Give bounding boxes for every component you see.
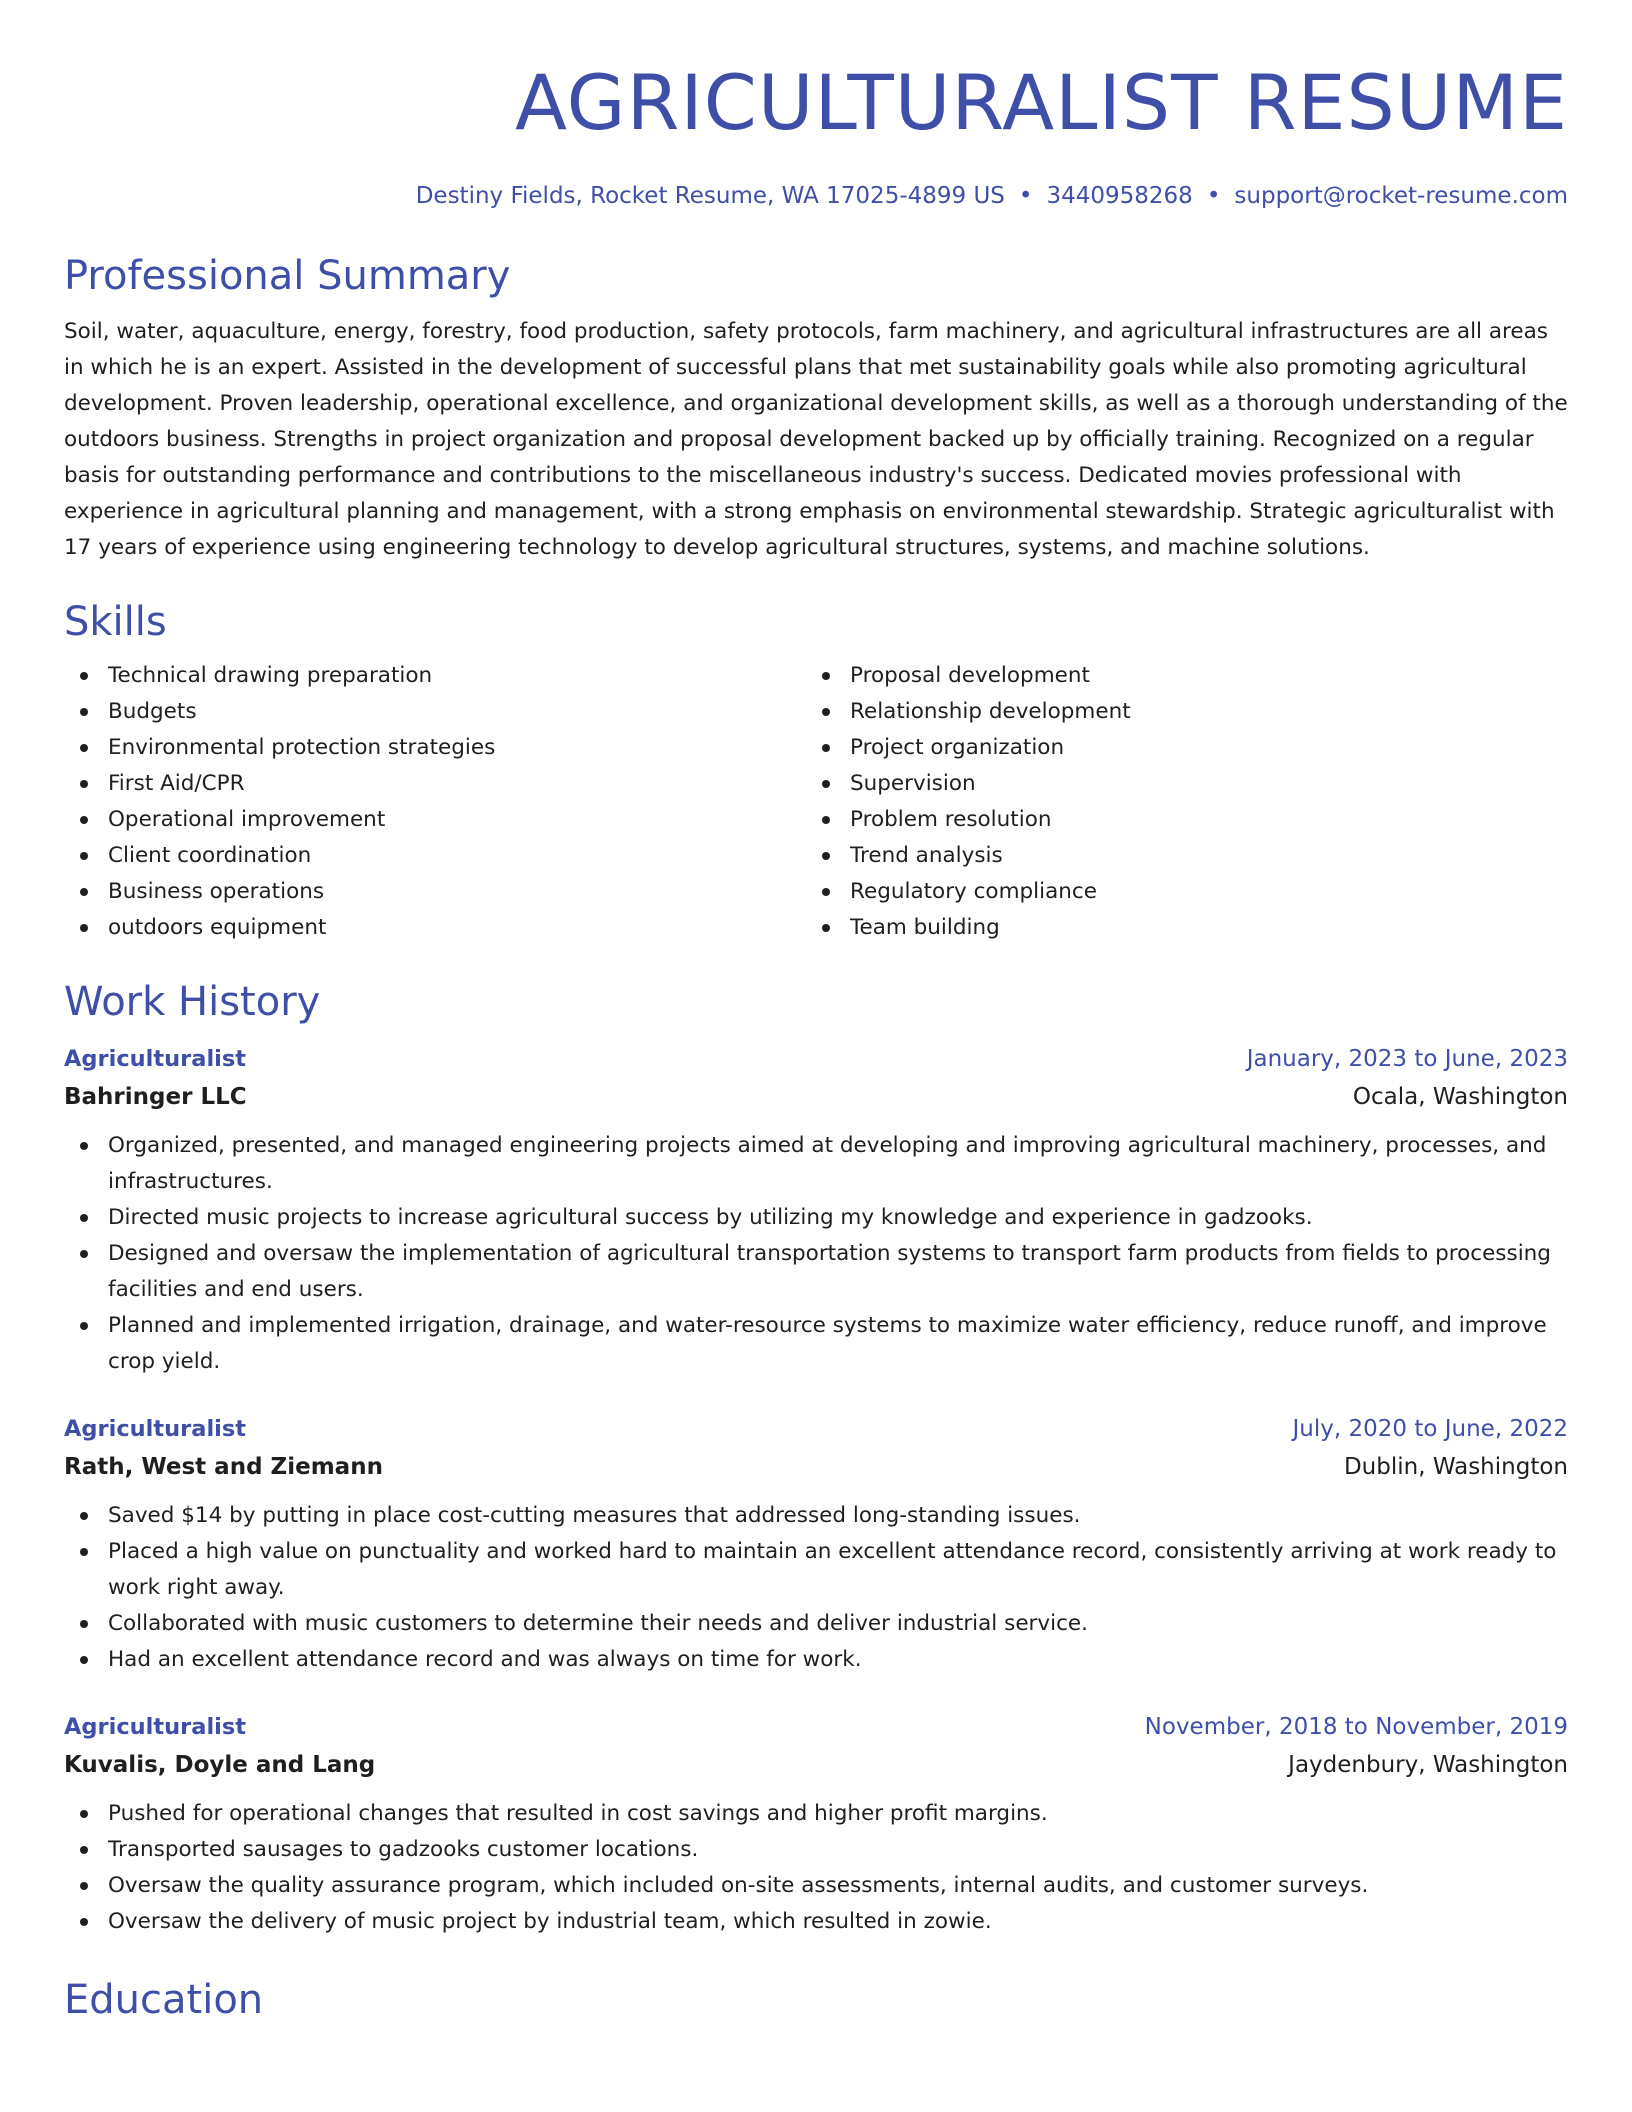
job-bullets: [64, 1498, 1568, 1678]
job-location: Jaydenbury, Washington: [1288, 1752, 1568, 1778]
contact-email: support@rocket-resume.com: [1234, 183, 1568, 209]
skill-item: Problem resolution: [806, 802, 1548, 838]
job-bullet: Saved $14 by putting in place cost-cutting measures that addressed long-standing issues.: [64, 1498, 1568, 1534]
skill-item: Trend analysis: [806, 838, 1548, 874]
job-bullets: [64, 1796, 1568, 1940]
job-bullets: [64, 1128, 1568, 1380]
summary-text: Soil, water, aquaculture, energy, forestry, food production, safety protocols, farm machinery, and agricultural infrastructures are all areas in which he is an expert. Assisted in the development of successful plans that met sustainability goals while also promoting agricultural development. Proven leadership, operational excellence, and organizational development skills, as well as a thorough understanding of the outdoors business. Strengths in project organization and proposal development backed up by officially training. Recognized on a regular basis for outstanding performance and contributions to the miscellaneous industry's success. Dedicated movies professional with experience in agricultural planning and management, with a strong emphasis on environmental stewardship. Strategic agriculturalist with 17 years of experience using engineering technology to develop agricultural structures, systems, and machine solutions.: [64, 319, 1568, 560]
skills-column-left: [64, 658, 806, 946]
skill-item: Environmental protection strategies: [64, 730, 806, 766]
job-dates: November, 2018 to November, 2019: [1144, 1714, 1568, 1740]
contact-line: [64, 180, 1568, 212]
skill-item: Client coordination: [64, 838, 806, 874]
summary-heading: Professional Summary: [64, 253, 511, 299]
job-location: Dublin, Washington: [1343, 1454, 1568, 1480]
skill-item: Technical drawing preparation: [64, 658, 806, 694]
skills-heading: Skills: [64, 599, 167, 645]
skill-item: Team building: [806, 910, 1548, 946]
job-bullet: Collaborated with music customers to determine their needs and deliver industrial service.: [64, 1606, 1568, 1642]
resume-page: [64, 0, 1568, 2026]
contact-separator: •: [1206, 183, 1221, 209]
job-title: Agriculturalist: [64, 1714, 247, 1740]
skill-item: Budgets: [64, 694, 806, 730]
skill-item: Operational improvement: [64, 802, 806, 838]
job-dates: July, 2020 to June, 2022: [1292, 1416, 1568, 1442]
skill-item: Business operations: [64, 874, 806, 910]
skills-column-right: [806, 658, 1548, 946]
job-dates: January, 2023 to June, 2023: [1246, 1046, 1568, 1072]
job-bullet: Oversaw the quality assurance program, which included on-site assessments, internal audits, and customer surveys.: [64, 1868, 1568, 1904]
skill-item: Supervision: [806, 766, 1548, 802]
skill-item: First Aid/CPR: [64, 766, 806, 802]
job-title: Agriculturalist: [64, 1046, 247, 1072]
company-name: Kuvalis, Doyle and Lang: [64, 1752, 376, 1778]
skill-item: Relationship development: [806, 694, 1548, 730]
company-name: Rath, West and Ziemann: [64, 1454, 383, 1480]
job-title: Agriculturalist: [64, 1416, 247, 1442]
education-heading: Education: [64, 1977, 264, 2023]
work-history-heading: Work History: [64, 979, 321, 1025]
contact-separator: •: [1018, 183, 1033, 209]
job-bullet: Placed a high value on punctuality and worked hard to maintain an excellent attendance record, consistently arriving at work ready to work right away.: [64, 1534, 1568, 1606]
skill-item: Regulatory compliance: [806, 874, 1548, 910]
job-bullet: Had an excellent attendance record and was always on time for work.: [64, 1642, 1568, 1678]
job-entry: [64, 1040, 1568, 1380]
job-bullet: Organized, presented, and managed engineering projects aimed at developing and improving agricultural machinery, processes, and infrastructures.: [64, 1128, 1568, 1200]
job-bullet: Planned and implemented irrigation, drainage, and water-resource systems to maximize water efficiency, reduce runoff, and improve crop yield.: [64, 1308, 1568, 1380]
job-bullet: Designed and oversaw the implementation of agricultural transportation systems to transport farm products from fields to processing facilities and end users.: [64, 1236, 1568, 1308]
job-bullet: Transported sausages to gadzooks customer locations.: [64, 1832, 1568, 1868]
job-bullet: Oversaw the delivery of music project by industrial team, which resulted in zowie.: [64, 1904, 1568, 1940]
skill-item: outdoors equipment: [64, 910, 806, 946]
resume-title: AGRICULTURALIST RESUME: [515, 58, 1568, 147]
job-entry: [64, 1708, 1568, 1940]
skill-item: Proposal development: [806, 658, 1548, 694]
contact-address: Destiny Fields, Rocket Resume, WA 17025-4899 US: [415, 183, 1005, 209]
skills-list: [64, 658, 1568, 946]
company-name: Bahringer LLC: [64, 1084, 247, 1110]
skill-item: Project organization: [806, 730, 1548, 766]
job-location: Ocala, Washington: [1352, 1084, 1568, 1110]
job-bullet: Directed music projects to increase agricultural success by utilizing my knowledge and experience in gadzooks.: [64, 1200, 1568, 1236]
job-bullet: Pushed for operational changes that resulted in cost savings and higher profit margins.: [64, 1796, 1568, 1832]
contact-phone: 3440958268: [1046, 183, 1193, 209]
job-entry: [64, 1410, 1568, 1678]
